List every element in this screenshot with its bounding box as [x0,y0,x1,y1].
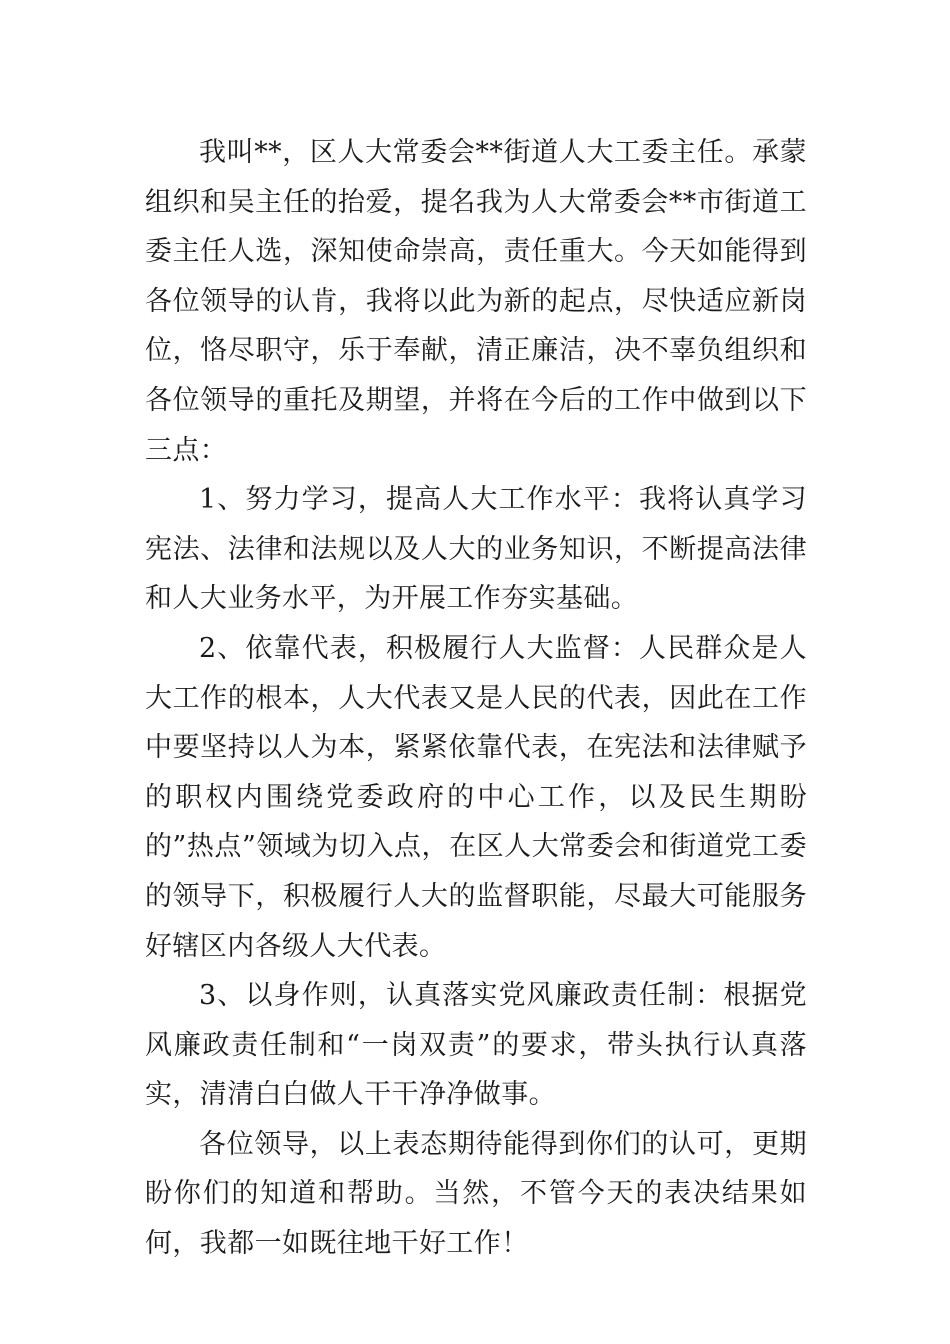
paragraph-point-1: 1、努力学习，提高人大工作水平：我将认真学习宪法、法律和法规以及人大的业务知识，不断提高法律和人大业务水平，为开展工作夯实基础。 [145,484,807,615]
document-body [145,128,807,1269]
paragraph-point-2: 2、依靠代表，积极履行人大监督：人民群众是人大工作的根本，人大代表又是人民的代表，因此在工作中要坚持以人为本，紧紧依靠代表，在宪法和法律赋予的职权内围绕党委政府的中心工作，以及民生期盼的”热点”领域为切入点，在区人大常委会和街道党工委的领导下，积极履行人大的监督职能，尽最大可能服务好辖区内各级人大代表。 [145,632,807,962]
paragraph-closing: 各位领导，以上表态期待能得到你们的认可，更期盼你们的知道和帮助。当然，不管今天的表决结果如何，我都一如既往地干好工作！ [145,1128,807,1260]
paragraph-point-3: 3、以身作则，认真落实党风廉政责任制：根据党风廉政责任制和“一岗双责”的要求，带头执行认真落实，清清白白做人干干净净做事。 [145,980,807,1111]
paragraph-intro: 我叫**，区人大常委会**街道人大工委主任。承蒙组织和吴主任的抬爱，提名我为人大常委会**市街道工委主任人选，深知使命崇高，责任重大。今天如能得到各位领导的认肯，我将以此为新的起点，尽快适应新岗位，恪尽职守，乐于奉献，清正廉洁，决不辜负组织和各位领导的重托及期望，并将在今后的工作中做到以下三点： [145,137,807,466]
